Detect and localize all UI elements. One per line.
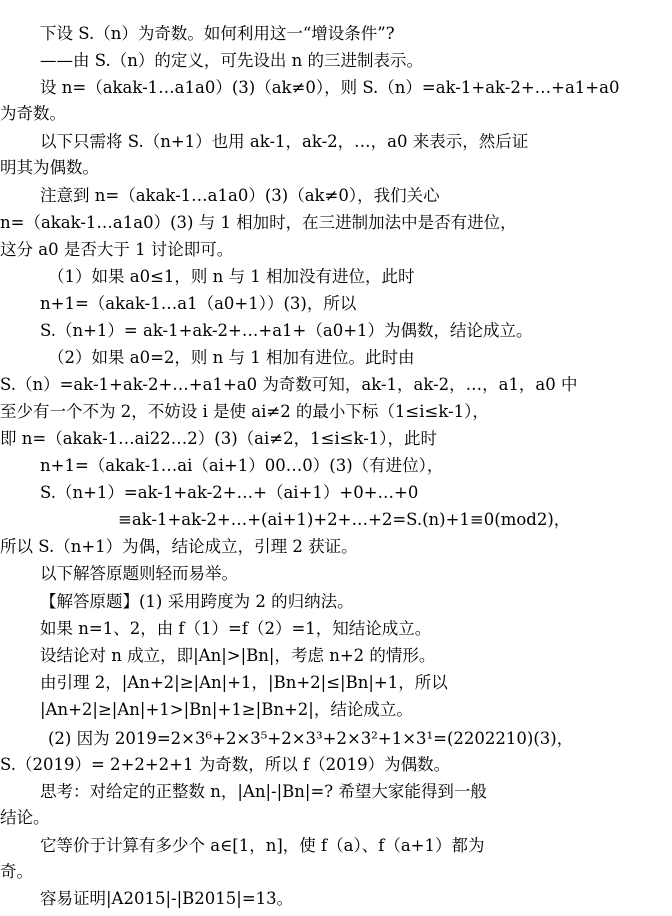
- text-line: 为奇数。: [0, 104, 66, 123]
- text-line: (2) 因为 2019=2×3⁶+2×3⁵+2×3³+2×3²+1×3¹=(2202210)(3)，: [48, 729, 574, 748]
- text-line: 结论。: [0, 808, 50, 827]
- text-line: 它等价于计算有多少个 a∈[1，n]，使 f（a）、f（a+1）都为: [40, 836, 485, 855]
- text-line: n+1=（akak-1…ai（ai+1）00…0）(3)（有进位），: [40, 456, 444, 475]
- text-line: （1）如果 a0≤1，则 n 与 1 相加没有进位，此时: [48, 267, 415, 286]
- text-line: S.（2019）= 2+2+2+1 为奇数，所以 f（2019）为偶数。: [0, 755, 451, 774]
- text-line: ≡ak-1+ak-2+…+(ai+1)+2+…+2=S.(n)+1≡0(mod2)，: [118, 510, 571, 529]
- text-line: 以下解答原题则轻而易举。: [40, 564, 238, 583]
- text-line: （2）如果 a0=2，则 n 与 1 相加有进位。此时由: [48, 348, 415, 367]
- text-line: ——由 S.（n）的定义，可先设出 n 的三进制表示。: [40, 51, 423, 70]
- text-line: 即 n=（akak-1…ai22…2）(3)（ai≠2，1≤i≤k-1），此时: [0, 429, 438, 448]
- text-line: 【解答原题】(1) 采用跨度为 2 的归纳法。: [40, 592, 354, 611]
- text-line: 明其为偶数。: [0, 158, 99, 177]
- text-line: 至少有一个不为 2，不妨设 i 是使 ai≠2 的最小下标（1≤i≤k-1），: [0, 402, 489, 421]
- text-line: |An+2|≥|An|+1>|Bn|+1≥|Bn+2|，结论成立。: [40, 700, 413, 719]
- text-line: 以下只需将 S.（n+1）也用 ak-1，ak-2，…，a0 来表示，然后证: [40, 132, 529, 151]
- text-line: 设 n=（akak-1…a1a0）(3)（ak≠0），则 S.（n）=ak-1+ak-2+…+a1+a0: [40, 78, 620, 97]
- text-line: 下设 S.（n）为奇数。如何利用这一“增设条件”?: [40, 24, 395, 43]
- text-line: 思考：对给定的正整数 n，|An|-|Bn|=? 希望大家能得到一般: [40, 782, 487, 801]
- text-line: S.（n+1）= ak-1+ak-2+…+a1+（a0+1）为偶数，结论成立。: [40, 321, 533, 340]
- text-line: 奇。: [0, 862, 33, 881]
- text-line: S.（n+1）=ak-1+ak-2+…+（ai+1）+0+…+0: [40, 483, 419, 502]
- text-line: S.（n）=ak-1+ak-2+…+a1+a0 为奇数可知，ak-1，ak-2，…，a1，a0 中: [0, 375, 578, 394]
- text-line: 注意到 n=（akak-1…a1a0）(3)（ak≠0），我们关心: [40, 186, 440, 205]
- text-line: n+1=（akak-1…a1（a0+1））(3)，所以: [40, 294, 357, 313]
- text-line: 这分 a0 是否大于 1 讨论即可。: [0, 240, 234, 259]
- text-line: 设结论对 n 成立，即|An|>|Bn|，考虑 n+2 的情形。: [40, 646, 436, 665]
- text-line: 如果 n=1、2，由 f（1）=f（2）=1，知结论成立。: [40, 619, 432, 638]
- text-line: 所以 S.（n+1）为偶，结论成立，引理 2 获证。: [0, 537, 358, 556]
- text-line: n=（akak-1…a1a0）(3) 与 1 相加时，在三进制加法中是否有进位，: [0, 213, 517, 232]
- text-line: 容易证明|A2015|-|B2015|=13。: [40, 889, 294, 908]
- text-line: 由引理 2，|An+2|≥|An|+1，|Bn+2|≤|Bn|+1，所以: [40, 673, 448, 692]
